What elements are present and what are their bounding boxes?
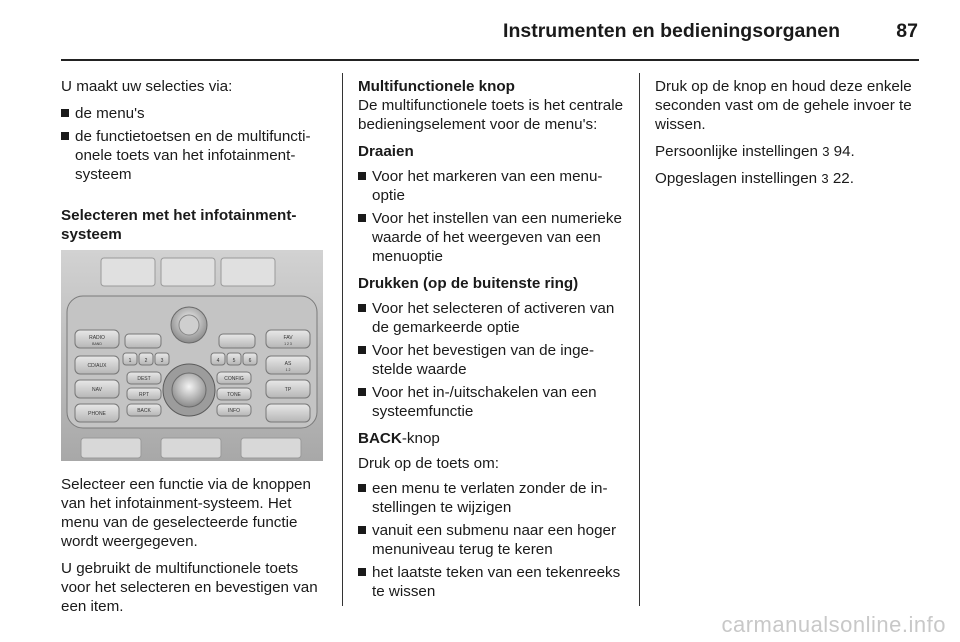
tp-label: TP [284, 387, 292, 393]
svg-text:BAND: BAND [92, 342, 102, 346]
list-item: het laatste teken van een tekenreeks te wissen [358, 563, 626, 601]
list-item: vanuit een submenu naar een hoger menuniveau terug te keren [358, 521, 626, 559]
bullet-icon [358, 388, 366, 396]
column-divider-1 [342, 73, 343, 606]
list-item: Voor het in-/uitschakelen van een systeemfunctie [358, 383, 626, 421]
column-1 [61, 77, 327, 624]
column-divider-2 [639, 73, 640, 606]
svg-text:1 2: 1 2 [285, 368, 291, 372]
subheading-draaien: Draaien [358, 143, 414, 160]
info-label: INFO [228, 408, 240, 414]
svg-text:6: 6 [248, 358, 252, 364]
svg-text:2: 2 [144, 358, 148, 364]
list-item: Voor het bevestigen van de ingestelde waarde [358, 341, 626, 379]
page-number: 87 [896, 20, 918, 42]
selection-list [61, 104, 327, 184]
bullet-icon [358, 172, 366, 180]
rpt-label: RPT [139, 392, 149, 398]
bullet-icon [358, 526, 366, 534]
list-item: een menu te verlaten zonder de instellingen te wijzigen [358, 479, 626, 517]
paragraph: Selecteer een functie via de knoppen van het infotainment-systeem. Het menu van de geselecteerde functie wordt weergegeven. [61, 476, 311, 550]
reference-arrow-icon: 3 [821, 171, 829, 186]
as-label: AS [284, 361, 292, 367]
bullet-icon [358, 304, 366, 312]
page-header [0, 0, 960, 58]
config-label: CONFIG [224, 376, 244, 382]
svg-text:1: 1 [128, 358, 132, 364]
bullet-icon [61, 109, 69, 117]
cross-reference-stored[interactable]: Opgeslagen instellingen 3 22. [655, 170, 854, 187]
cross-reference-personal[interactable]: Persoonlijke instellingen 3 94. [655, 143, 855, 160]
back-list [358, 479, 626, 601]
paragraph: Druk op de knop en houd deze enkele seconden vast om de gehele invoer te wissen. [655, 78, 912, 133]
intro-text: U maakt uw selecties via: [61, 78, 233, 95]
paragraph: De multifunctionele toets is het centrale bedieningselement voor de menu's: [358, 97, 624, 133]
press-list [358, 299, 626, 421]
list-item: de functietoetsen en de multifunctionele toets van het infotainmentsysteem [61, 127, 327, 184]
header-divider [61, 59, 919, 61]
svg-text:1 2 3: 1 2 3 [284, 342, 292, 346]
nav-label: NAV [92, 387, 102, 393]
cd-aux-label: CD/AUX [87, 363, 107, 369]
tone-label: TONE [227, 392, 241, 398]
svg-text:4: 4 [216, 358, 220, 364]
back-knop-heading: BACK-knop [358, 430, 440, 447]
paragraph: U gebruikt de multifunctionele toets voor het selecteren en bevestigen van een item. [61, 560, 318, 615]
list-item: de menu's [61, 104, 327, 123]
back-label: BACK [137, 408, 151, 414]
column-3 [655, 77, 923, 196]
list-item: Voor het markeren van een menuoptie [358, 167, 626, 205]
bullet-icon [358, 346, 366, 354]
svg-text:3: 3 [160, 358, 164, 364]
bullet-icon [358, 214, 366, 222]
dest-label: DEST [137, 376, 151, 382]
reference-arrow-icon: 3 [822, 144, 830, 159]
list-item: Voor het instellen van een numerieke waarde of het weergeven van een menuoptie [358, 209, 626, 266]
subheading-drukken: Drukken (op de buitenste ring) [358, 275, 579, 292]
section-heading: Selecteren met het infotainmentsysteem [61, 207, 297, 243]
section-heading: Multifunctionele knop [358, 78, 515, 95]
paragraph: Druk op de toets om: [358, 455, 499, 472]
radio-label: RADIO [89, 335, 105, 341]
rotate-list [358, 167, 626, 266]
list-item: Voor het selecteren of activeren van de gemarkeerde optie [358, 299, 626, 337]
fav-label: FAV [283, 335, 293, 341]
bullet-icon [358, 484, 366, 492]
bullet-icon [61, 132, 69, 140]
infotainment-panel-photo [61, 250, 323, 461]
page-title: Instrumenten en bedieningsorganen [503, 20, 840, 42]
svg-text:5: 5 [232, 358, 236, 364]
bullet-icon [358, 568, 366, 576]
column-2 [358, 77, 626, 609]
phone-label: PHONE [88, 411, 106, 417]
back-key-label: BACK [358, 430, 402, 447]
watermark: carmanualsonline.info [721, 612, 946, 637]
